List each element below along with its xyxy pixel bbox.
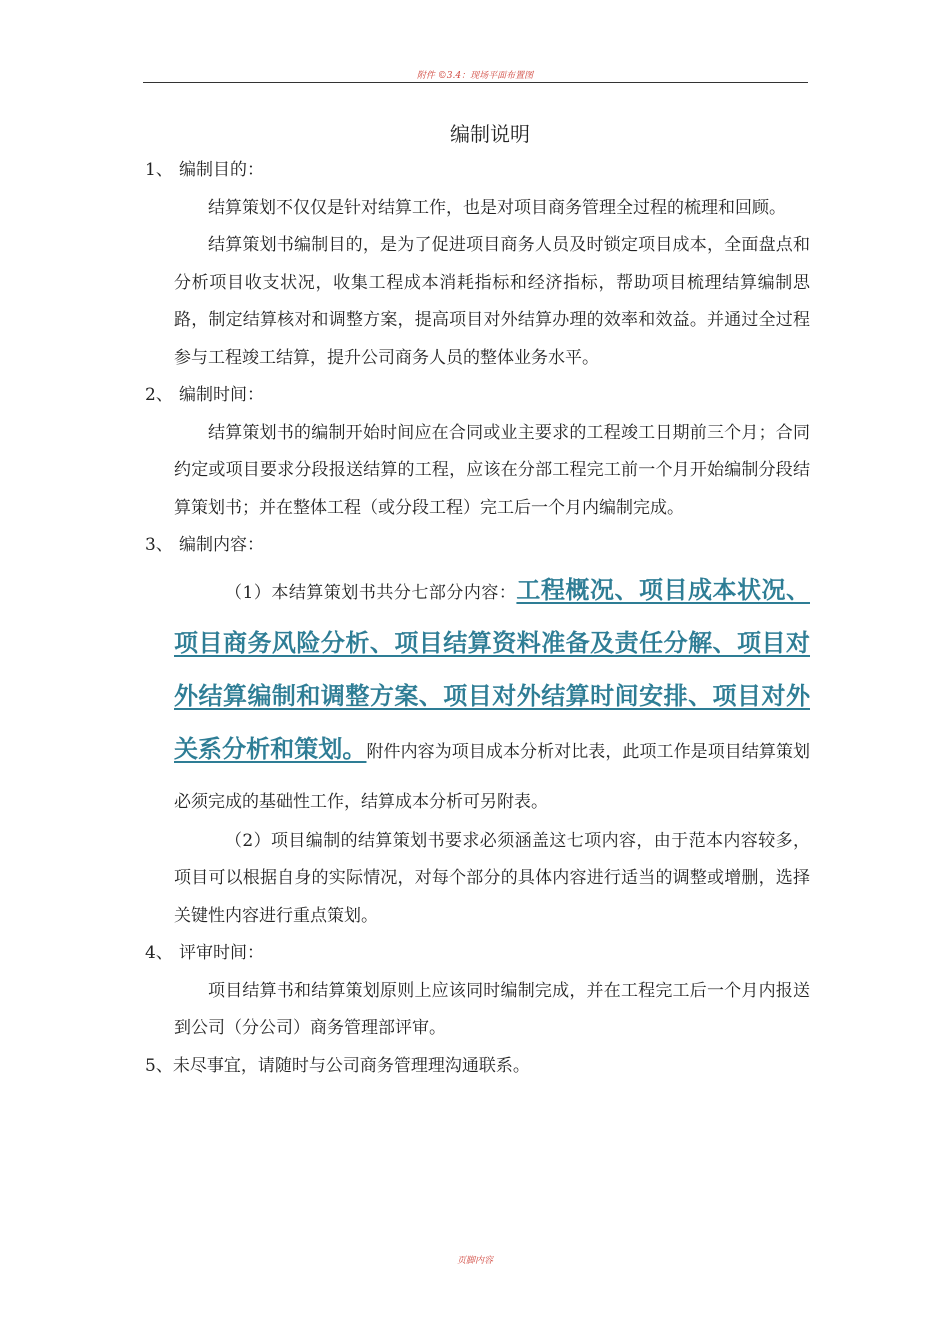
content-item-1 xyxy=(140,565,810,827)
page-header: 附件 ©3.4：现场平面布置图 xyxy=(416,71,534,81)
paragraph: 结算策划不仅仅是针对结算工作，也是对项目商务管理全过程的梳理和回顾。 xyxy=(208,197,786,218)
section-title: 编制内容： xyxy=(179,535,264,555)
document-body xyxy=(140,152,810,1085)
section-number: 4、 xyxy=(145,943,173,963)
paragraph: 结算策划书的编制开始时间应在合同或业主要求的工程竣工日期前三个月；合同约定或项目要求分段报送结算的工程，应该在分部工程完工前一个月开始编制分段结算策划书；并在整体工程（或分段工程）完工后一个月内编制完成。 xyxy=(174,422,810,518)
section-number: 1、 xyxy=(145,160,173,180)
content-item-2: （2）项目编制的结算策划书要求必须涵盖这七项内容，由于范本内容较多，项目可以根据自身的实际情况，对每个部分的具体内容进行适当的调整或增删，选择关键性内容进行重点策划。 xyxy=(174,830,810,926)
section-review xyxy=(140,935,810,1048)
section-heading xyxy=(140,935,810,973)
item-suffix: 附件内容为项目成本分析对比表，此项工作是项目结算策划必须完成的基础性工作，结算成本分析可另附表。 xyxy=(174,741,810,812)
section-heading xyxy=(140,527,810,565)
emphasized-content-list: 工程概况、项目成本状况、项目商务风险分析、项目结算资料准备及责任分解、项目对外结算编制和调整方案、项目对外结算时间安排、项目对外关系分析和策划。 xyxy=(174,575,810,763)
paragraph: 结算策划书编制目的，是为了促进项目商务人员及时锁定项目成本，全面盘点和分析项目收支状况，收集工程成本消耗指标和经济指标，帮助项目梳理结算编制思路，制定结算核对和调整方案，提高项目对外结算办理的效率和效益。并通过全过程参与工程竣工结算，提升公司商务人员的整体业务水平。 xyxy=(174,235,810,368)
closing-note: 5、未尽事宜，请随时与公司商务管理理沟通联系。 xyxy=(145,1055,530,1076)
section-number: 3、 xyxy=(145,535,173,555)
section-title: 编制时间： xyxy=(179,385,264,405)
section-timing xyxy=(140,377,810,527)
page-footer: 页脚内容 xyxy=(456,1256,493,1266)
section-purpose xyxy=(140,152,810,377)
paragraph: 项目结算书和结算策划原则上应该同时编制完成，并在工程完工后一个月内报送到公司（分公司）商务管理部评审。 xyxy=(174,980,810,1038)
section-heading xyxy=(140,377,810,415)
item-prefix: （1）本结算策划书共分七部分内容： xyxy=(225,582,517,603)
document-title: 编制说明 xyxy=(450,122,530,146)
section-number: 2、 xyxy=(145,385,173,405)
section-heading xyxy=(140,152,810,190)
section-content xyxy=(140,527,810,935)
section-title: 编制目的： xyxy=(179,160,264,180)
section-title: 评审时间： xyxy=(179,943,264,963)
header-divider xyxy=(143,82,808,83)
